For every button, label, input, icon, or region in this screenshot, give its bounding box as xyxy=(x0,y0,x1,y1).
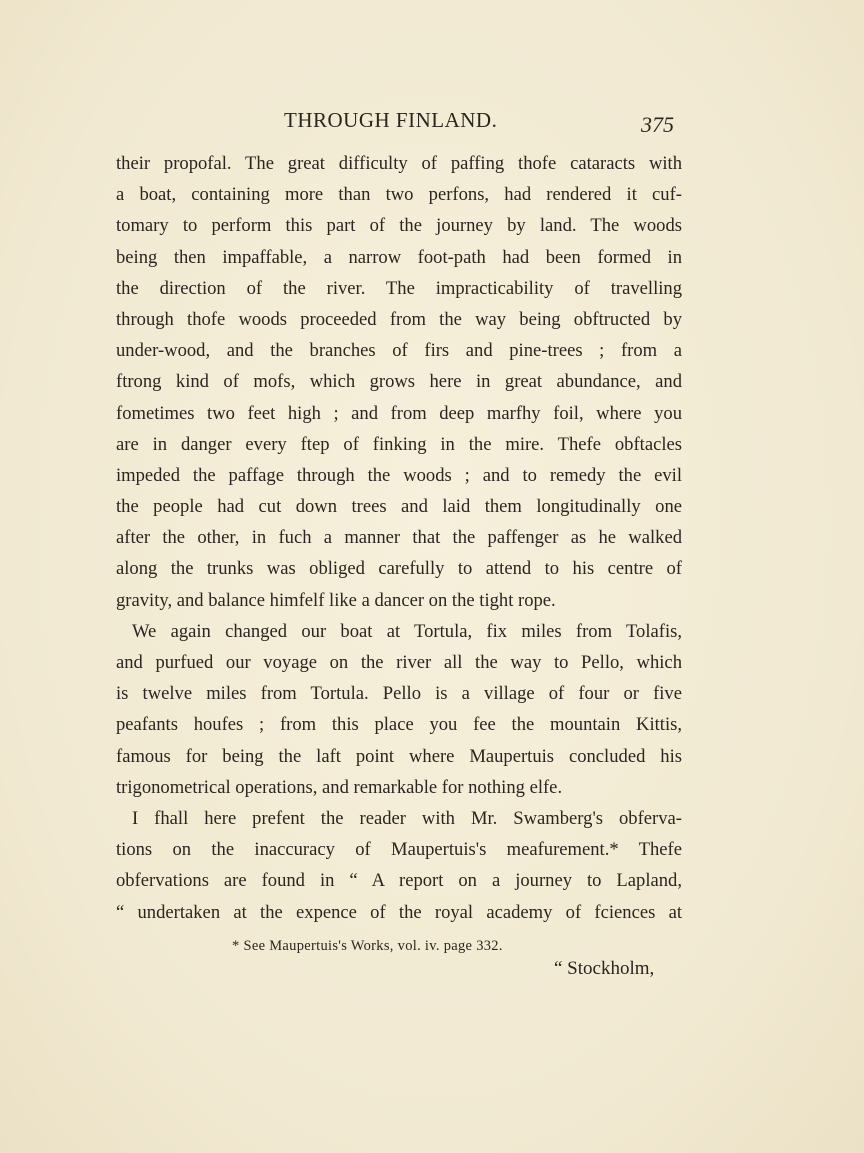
text-line: peafants houfes ; from this place you fee the mountain Kittis, xyxy=(116,714,682,736)
text-line: along the trunks was obliged carefully to attend to his centre of xyxy=(116,558,682,580)
text-line: ftrong kind of mofs, which grows here in great abundance, and xyxy=(116,371,682,393)
text-line: I fhall here prefent the reader with Mr. Swamberg's obferva- xyxy=(132,807,682,829)
text-line: We again changed our boat at Tortula, fix miles from Tolafis, xyxy=(132,620,682,642)
text-line: are in danger every ftep of finking in the mire. Thefe obftacles xyxy=(116,433,682,455)
text-line: gravity, and balance himfelf like a dancer on the tight rope. xyxy=(116,589,556,611)
text-line: being then impaffable, a narrow foot-path had been formed in xyxy=(116,246,682,268)
running-title: THROUGH FINLAND. xyxy=(284,108,498,132)
running-head xyxy=(0,108,864,138)
text-line: impeded the paffage through the woods ; and to remedy the evil xyxy=(116,464,682,486)
page-number: 375 xyxy=(641,112,674,137)
text-line: the direction of the river. The impracticability of travelling xyxy=(116,277,682,299)
text-line: trigonometrical operations, and remarkable for nothing elfe. xyxy=(116,776,563,798)
text-line: and purfued our voyage on the river all the way to Pello, which xyxy=(116,652,682,673)
text-line: tomary to perform this part of the journey by land. The woods xyxy=(116,215,682,237)
text-line: is twelve miles from Tortula. Pello is a village of four or five xyxy=(116,683,682,705)
text-line: obfervations are found in “ A report on a journey to Lapland, xyxy=(116,870,682,892)
text-line: fometimes two feet high ; and from deep marfhy foil, where you xyxy=(116,402,682,424)
catchword: “ Stockholm, xyxy=(554,958,655,979)
text-line: a boat, containing more than two perfons, had rendered it cuf- xyxy=(116,184,682,206)
text-line: through thofe woods proceeded from the way being obftructed by xyxy=(116,308,682,330)
text-line: the people had cut down trees and laid them longitudinally one xyxy=(116,496,682,518)
footnote: * See Maupertuis's Works, vol. iv. page 332. xyxy=(232,938,503,954)
text-line: “ undertaken at the expence of the royal academy of fciences at xyxy=(116,901,682,923)
text-line: tions on the inaccuracy of Maupertuis's meafurement.* Thefe xyxy=(116,839,682,861)
body-text xyxy=(116,148,682,928)
text-line: after the other, in fuch a manner that the paffenger as he walked xyxy=(116,527,682,549)
text-line: their propofal. The great difficulty of paffing thofe cataracts with xyxy=(116,153,682,174)
text-line: under-wood, and the branches of firs and pine-trees ; from a xyxy=(116,340,682,362)
text-line: famous for being the laft point where Maupertuis concluded his xyxy=(116,745,682,767)
